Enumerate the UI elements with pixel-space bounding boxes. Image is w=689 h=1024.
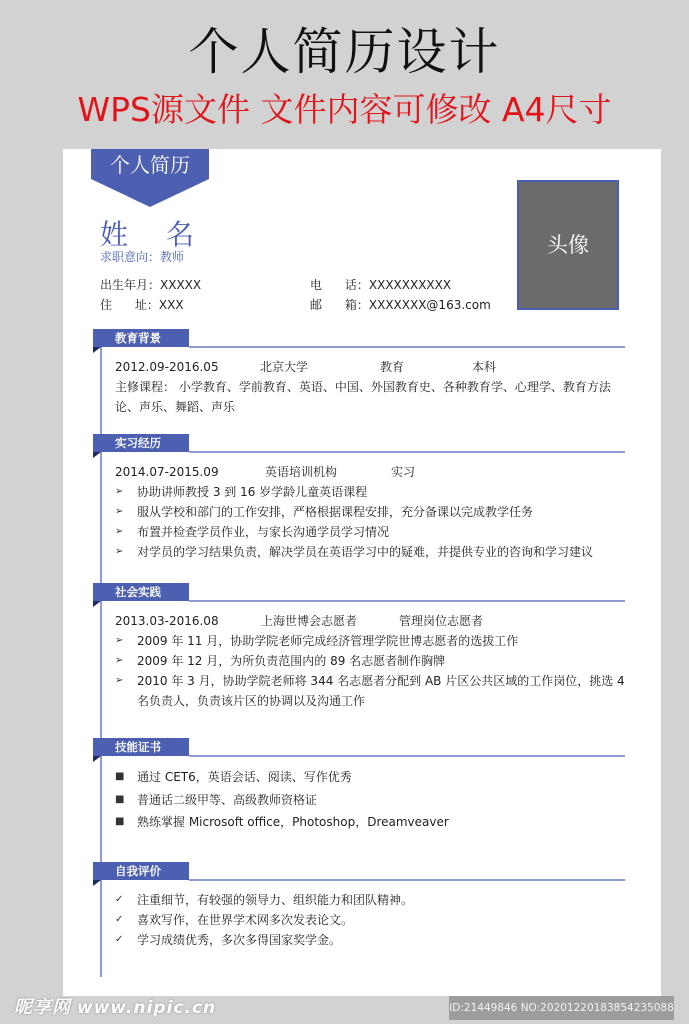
education-degree: 本科 bbox=[472, 360, 497, 374]
watermark-site-name: 昵享网 bbox=[14, 997, 71, 1018]
section-fold-shape bbox=[93, 756, 101, 762]
section-title: 技能证书 bbox=[93, 738, 189, 756]
checkmark-icon: ✓ bbox=[115, 894, 124, 905]
list-item: ✓ 喜欢写作，在世界学术网多次发表论文。 bbox=[115, 910, 625, 930]
education-school: 北京大学 bbox=[260, 360, 309, 374]
arrowhead-icon: ➢ bbox=[115, 486, 124, 497]
list-item: ➢ 布置并检查学员作业，与家长沟通学员学习情况 bbox=[115, 522, 625, 542]
internship-role: 实习 bbox=[391, 465, 416, 479]
watermark-logo bbox=[14, 993, 216, 1019]
internship-period: 2014.07-2015.09 bbox=[115, 465, 219, 479]
checkmark-icon: ✓ bbox=[115, 934, 124, 945]
education-row bbox=[115, 357, 625, 377]
address: 住 址：XXX bbox=[100, 298, 184, 312]
social-role: 管理岗位志愿者 bbox=[399, 614, 484, 628]
promo-subtitle: WPS源文件 文件内容可修改 A4尺寸 bbox=[77, 90, 612, 129]
arrowhead-icon: ➢ bbox=[115, 655, 124, 666]
section-fold-shape bbox=[93, 880, 101, 886]
section-internship bbox=[93, 434, 625, 562]
section-social-practice bbox=[93, 583, 625, 711]
section-divider bbox=[189, 346, 625, 348]
square-icon: ■ bbox=[115, 793, 125, 805]
social-period: 2013.03-2016.08 bbox=[115, 614, 219, 628]
arrowhead-icon: ➢ bbox=[115, 506, 124, 517]
section-title: 自我评价 bbox=[93, 862, 189, 880]
watermark-url: www.nipic.cn bbox=[77, 998, 217, 1018]
section-title: 教育背景 bbox=[93, 329, 189, 347]
name-second-char: 名 bbox=[166, 218, 197, 251]
section-skills bbox=[93, 738, 625, 834]
section-title: 社会实践 bbox=[93, 583, 189, 601]
arrowhead-icon: ➢ bbox=[115, 546, 124, 557]
resume-banner bbox=[91, 149, 209, 207]
list-item: ➢ 对学员的学习结果负责，解决学员在英语学习中的疑难，并提供专业的咨询和学习建议 bbox=[115, 542, 625, 562]
banner-title: 个人简历 bbox=[110, 153, 190, 177]
list-item: ■ 普通话二级甲等、高级教师资格证 bbox=[115, 789, 625, 812]
social-row bbox=[115, 611, 625, 631]
promo-title: 个人简历设计 bbox=[188, 23, 501, 81]
birth-date: 出生年月：XXXXX bbox=[100, 278, 202, 292]
list-item: ➢ 2009 年 12 月，为所负责范围内的 89 名志愿者制作胸牌 bbox=[115, 651, 625, 671]
section-header bbox=[93, 329, 625, 353]
resume-page bbox=[63, 149, 661, 996]
section-header bbox=[93, 583, 625, 607]
section-header bbox=[93, 434, 625, 458]
list-item: ➢ 2010 年 3 月，协助学院老师将 344 名志愿者分配到 AB 片区公共区域的工作岗位，挑选 4 名负责人，负责该片区的协调以及沟通工作 bbox=[115, 671, 625, 711]
email: 邮 箱：XXXXXXX@163.com bbox=[310, 298, 491, 312]
section-title: 实习经历 bbox=[93, 434, 189, 452]
section-divider bbox=[189, 600, 625, 602]
arrowhead-icon: ➢ bbox=[115, 675, 124, 686]
job-intent: 求职意向：教师 bbox=[100, 250, 185, 264]
arrowhead-icon: ➢ bbox=[115, 635, 124, 646]
list-item: ✓ 学习成绩优秀，多次多得国家奖学金。 bbox=[115, 930, 625, 950]
checkmark-icon: ✓ bbox=[115, 914, 124, 925]
section-header bbox=[93, 738, 625, 762]
watermark-id: ID:21449846 NO:20201220183854235088 bbox=[449, 996, 674, 1020]
list-item: ■ 熟练掌握 Microsoft office，Photoshop，Dreamveaver bbox=[115, 811, 625, 834]
list-item: ■ 通过 CET6，英语会话、阅读、写作优秀 bbox=[115, 766, 625, 789]
list-item: ✓ 注重细节，有较强的领导力、组织能力和团队精神。 bbox=[115, 890, 625, 910]
candidate-name bbox=[100, 217, 196, 253]
section-self-evaluation bbox=[93, 862, 625, 950]
phone: 电 话：XXXXXXXXXX bbox=[310, 278, 452, 292]
list-item: ➢ 服从学校和部门的工作安排，严格根据课程安排，充分备课以完成教学任务 bbox=[115, 502, 625, 522]
list-item: ➢ 协助讲师教授 3 到 16 岁学龄儿童英语课程 bbox=[115, 482, 625, 502]
education-period: 2012.09-2016.05 bbox=[115, 360, 219, 374]
education-courses: 主修课程： 小学教育、学前教育、英语、中国、外国教育史、各种教育学、心理学、教育方法论、声乐、舞蹈、声乐 bbox=[115, 380, 611, 414]
internship-row bbox=[115, 462, 625, 482]
section-education bbox=[93, 329, 625, 417]
section-divider bbox=[189, 755, 625, 757]
name-first-char: 姓 bbox=[100, 218, 131, 251]
internship-org: 英语培训机构 bbox=[265, 465, 338, 479]
photo-label: 头像 bbox=[547, 233, 589, 257]
social-org: 上海世博会志愿者 bbox=[261, 614, 358, 628]
section-header bbox=[93, 862, 625, 886]
section-fold-shape bbox=[93, 452, 101, 458]
education-major: 教育 bbox=[380, 360, 405, 374]
section-divider bbox=[189, 451, 625, 453]
square-icon: ■ bbox=[115, 771, 125, 782]
section-fold-shape bbox=[93, 347, 101, 353]
list-item: ➢ 2009 年 11 月，协助学院老师完成经济管理学院世博志愿者的选拔工作 bbox=[115, 631, 625, 651]
square-icon: ■ bbox=[115, 816, 125, 827]
section-fold-shape bbox=[93, 601, 101, 607]
photo-placeholder[interactable] bbox=[517, 180, 619, 310]
arrowhead-icon: ➢ bbox=[115, 526, 124, 537]
section-divider bbox=[189, 879, 625, 881]
